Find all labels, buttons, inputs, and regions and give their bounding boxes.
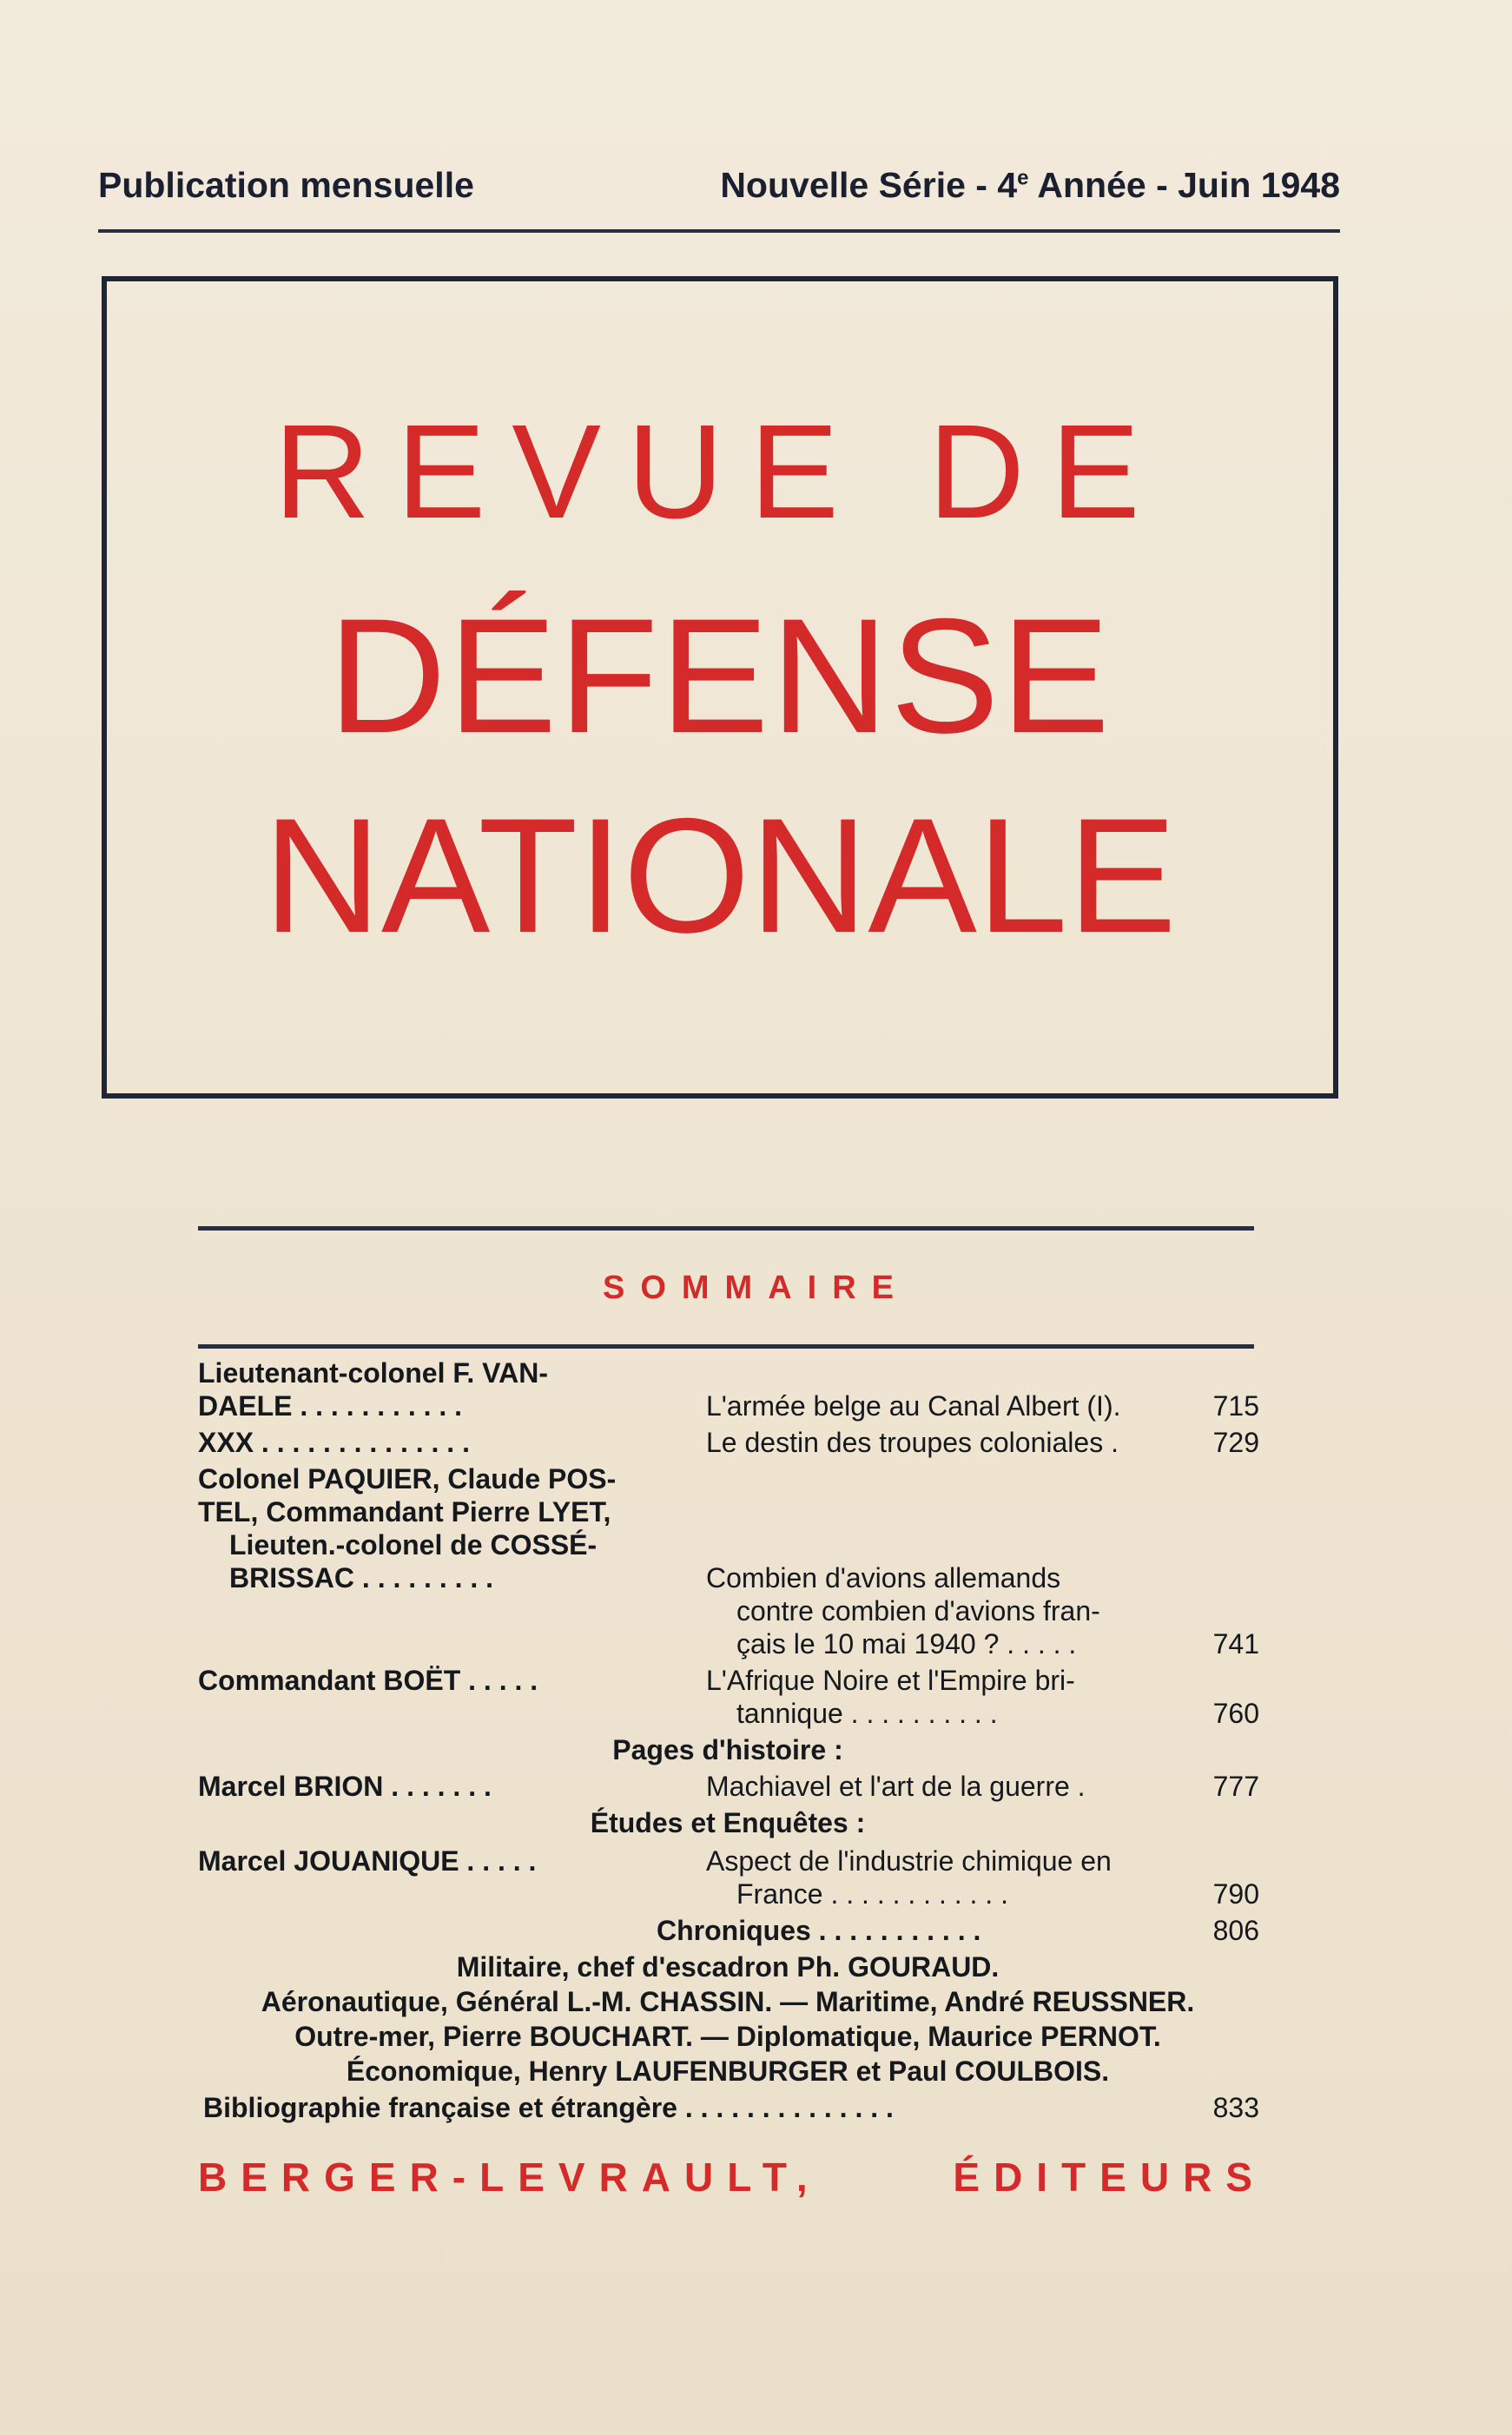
chronique-line: Aéronautique, Général L.-M. CHASSIN. — Maritime, André REUSSNER.: [261, 1986, 1195, 2017]
title-line-1: REVUE DE: [274, 397, 1166, 546]
publication-frequency: Publication mensuelle: [98, 165, 474, 205]
toc-author: Lieutenant-colonel F. VAN-: [198, 1357, 548, 1389]
toc-title: tannique . . . . . . . . . .: [736, 1698, 998, 1729]
toc-page: 760: [1212, 1698, 1259, 1729]
toc-page: 741: [1212, 1628, 1259, 1660]
toc-author: XXX . . . . . . . . . . . . . .: [198, 1427, 470, 1458]
publisher-role: ÉDITEURS: [953, 2155, 1266, 2200]
toc-author: Marcel JOUANIQUE . . . . .: [198, 1845, 537, 1877]
toc-chroniques: Chroniques . . . . . . . . . . .: [657, 1915, 981, 1946]
toc-author: DAELE . . . . . . . . . . .: [198, 1390, 463, 1422]
toc-page: 729: [1212, 1427, 1259, 1458]
toc-title: contre combien d'avions fran-: [736, 1595, 1100, 1627]
toc-title: L'Afrique Noire et l'Empire bri-: [706, 1665, 1075, 1696]
toc-page: 715: [1212, 1390, 1259, 1422]
toc-section: Études et Enquêtes :: [590, 1807, 866, 1838]
chronique-line: Militaire, chef d'escadron Ph. GOURAUD.: [456, 1951, 1000, 1983]
title-line-3: NATIONALE: [263, 784, 1177, 967]
toc-author: Marcel BRION . . . . . . .: [198, 1771, 492, 1802]
toc-section: Pages d'histoire :: [612, 1734, 843, 1765]
toc-page: 806: [1212, 1915, 1259, 1946]
sommaire-heading: SOMMAIRE: [603, 1270, 909, 1306]
toc-title: France . . . . . . . . . . . .: [736, 1878, 1008, 1910]
toc-page: 790: [1212, 1878, 1259, 1910]
toc-title: Combien d'avions allemands: [706, 1562, 1061, 1594]
header: [98, 165, 1340, 217]
toc-author: Colonel PAQUIER, Claude POS-: [198, 1463, 617, 1495]
toc-title: L'armée belge au Canal Albert (I).: [706, 1390, 1121, 1422]
toc-author: Lieuten.-colonel de COSSÉ-: [229, 1529, 598, 1561]
publisher-name: BERGER-LEVRAULT,: [198, 2155, 822, 2200]
title-line-2: DÉFENSE: [328, 584, 1112, 767]
issue-info: Nouvelle Série - 4e Année - Juin 1948: [720, 165, 1340, 205]
toc-author: BRISSAC . . . . . . . . .: [229, 1562, 494, 1594]
toc-author: Commandant BOËT . . . . .: [198, 1665, 538, 1696]
chronique-line: Économique, Henry LAUFENBURGER et Paul COULBOIS.: [346, 2056, 1110, 2087]
chronique-line: Outre-mer, Pierre BOUCHART. — Diplomatique, Maurice PERNOT.: [294, 2021, 1161, 2052]
toc-title: Machiavel et l'art de la guerre .: [706, 1771, 1086, 1802]
toc-title: çais le 10 mai 1940 ? . . . . .: [736, 1628, 1077, 1660]
header-rule: [98, 229, 1340, 233]
sommaire-rule: [198, 1344, 1254, 1349]
toc-page: 833: [1212, 2092, 1259, 2123]
title-box: [102, 276, 1338, 1099]
toc-bibliographie: Bibliographie française et étrangère . . . . . . . . . . . . . .: [203, 2092, 894, 2123]
toc-title: Aspect de l'industrie chimique en: [706, 1845, 1112, 1877]
toc-page: 777: [1212, 1771, 1259, 1802]
toc-title: Le destin des troupes coloniales .: [706, 1427, 1119, 1458]
toc-author: TEL, Commandant Pierre LYET,: [198, 1496, 611, 1528]
section-rule: [198, 1226, 1254, 1231]
publisher: [198, 2154, 1266, 2201]
